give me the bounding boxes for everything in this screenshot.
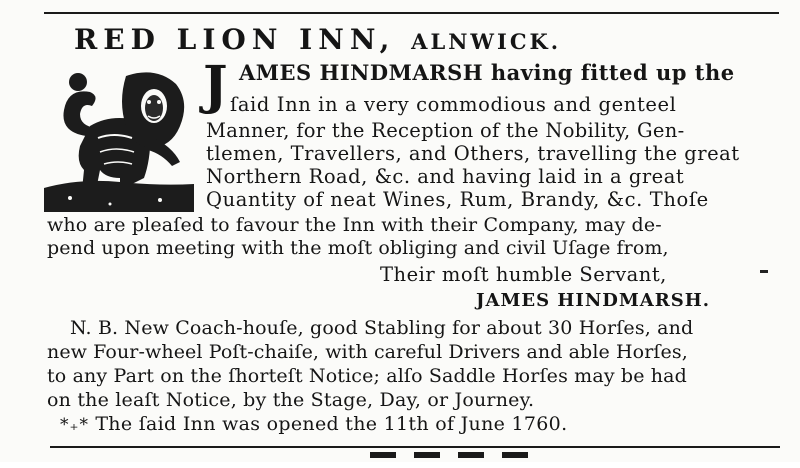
red-lion-woodcut-icon	[40, 66, 196, 214]
heading-inn-name: RED LION INN,	[74, 23, 396, 56]
opening-note	[60, 413, 567, 436]
advert-heading	[74, 20, 734, 62]
letter-fragment	[458, 452, 484, 468]
asterism-icon: *₊*	[60, 415, 89, 435]
advert-line: Quantity of neat Wines, Rum, Brandy, &c. Thoſe	[206, 188, 709, 211]
stray-mark	[760, 270, 768, 273]
signature-closing: Their moſt humble Servant,	[380, 263, 667, 286]
advert-line: who are pleaſed to favour the Inn with their Company, may de-	[47, 214, 662, 236]
advert-line: Northern Road, &c. and having laid in a great	[206, 165, 685, 188]
advert-line: AMES HINDMARSH having fitted up the	[239, 60, 735, 85]
advert-line: Manner, for the Reception of the Nobility, Gen-	[206, 119, 685, 142]
nota-bene-line: to any Part on the ſhorteſt Notice; alſo Saddle Horſes may be had	[47, 365, 687, 387]
heading-town: ALNWICK.	[411, 29, 562, 54]
nota-bene-line: new Four-wheel Poſt-chaiſe, with careful Drivers and able Horſes,	[47, 341, 688, 363]
advert-line: tlemen, Travellers, and Others, travelling the great	[206, 142, 740, 165]
opening-note-text: The ſaid Inn was opened the 11th of June 1760.	[95, 413, 568, 435]
top-rule	[44, 12, 779, 14]
advert-line: ſaid Inn in a very commodious and genteel	[230, 93, 677, 116]
letter-fragment	[502, 452, 528, 468]
letter-fragment	[414, 452, 440, 468]
letter-fragment	[370, 452, 396, 468]
nota-bene-line: on the leaſt Notice, by the Stage, Day, or Journey.	[47, 389, 535, 411]
next-advert-heading-fragment	[370, 452, 528, 468]
signature-name: JAMES HINDMARSH.	[476, 290, 711, 311]
bottom-rule	[50, 446, 780, 448]
drop-cap: J	[203, 55, 228, 116]
advert-line: pend upon meeting with the moſt obliging and civil Uſage from,	[47, 237, 669, 259]
nota-bene-line: N. B. New Coach-houſe, good Stabling for about 30 Horſes, and	[70, 317, 694, 339]
